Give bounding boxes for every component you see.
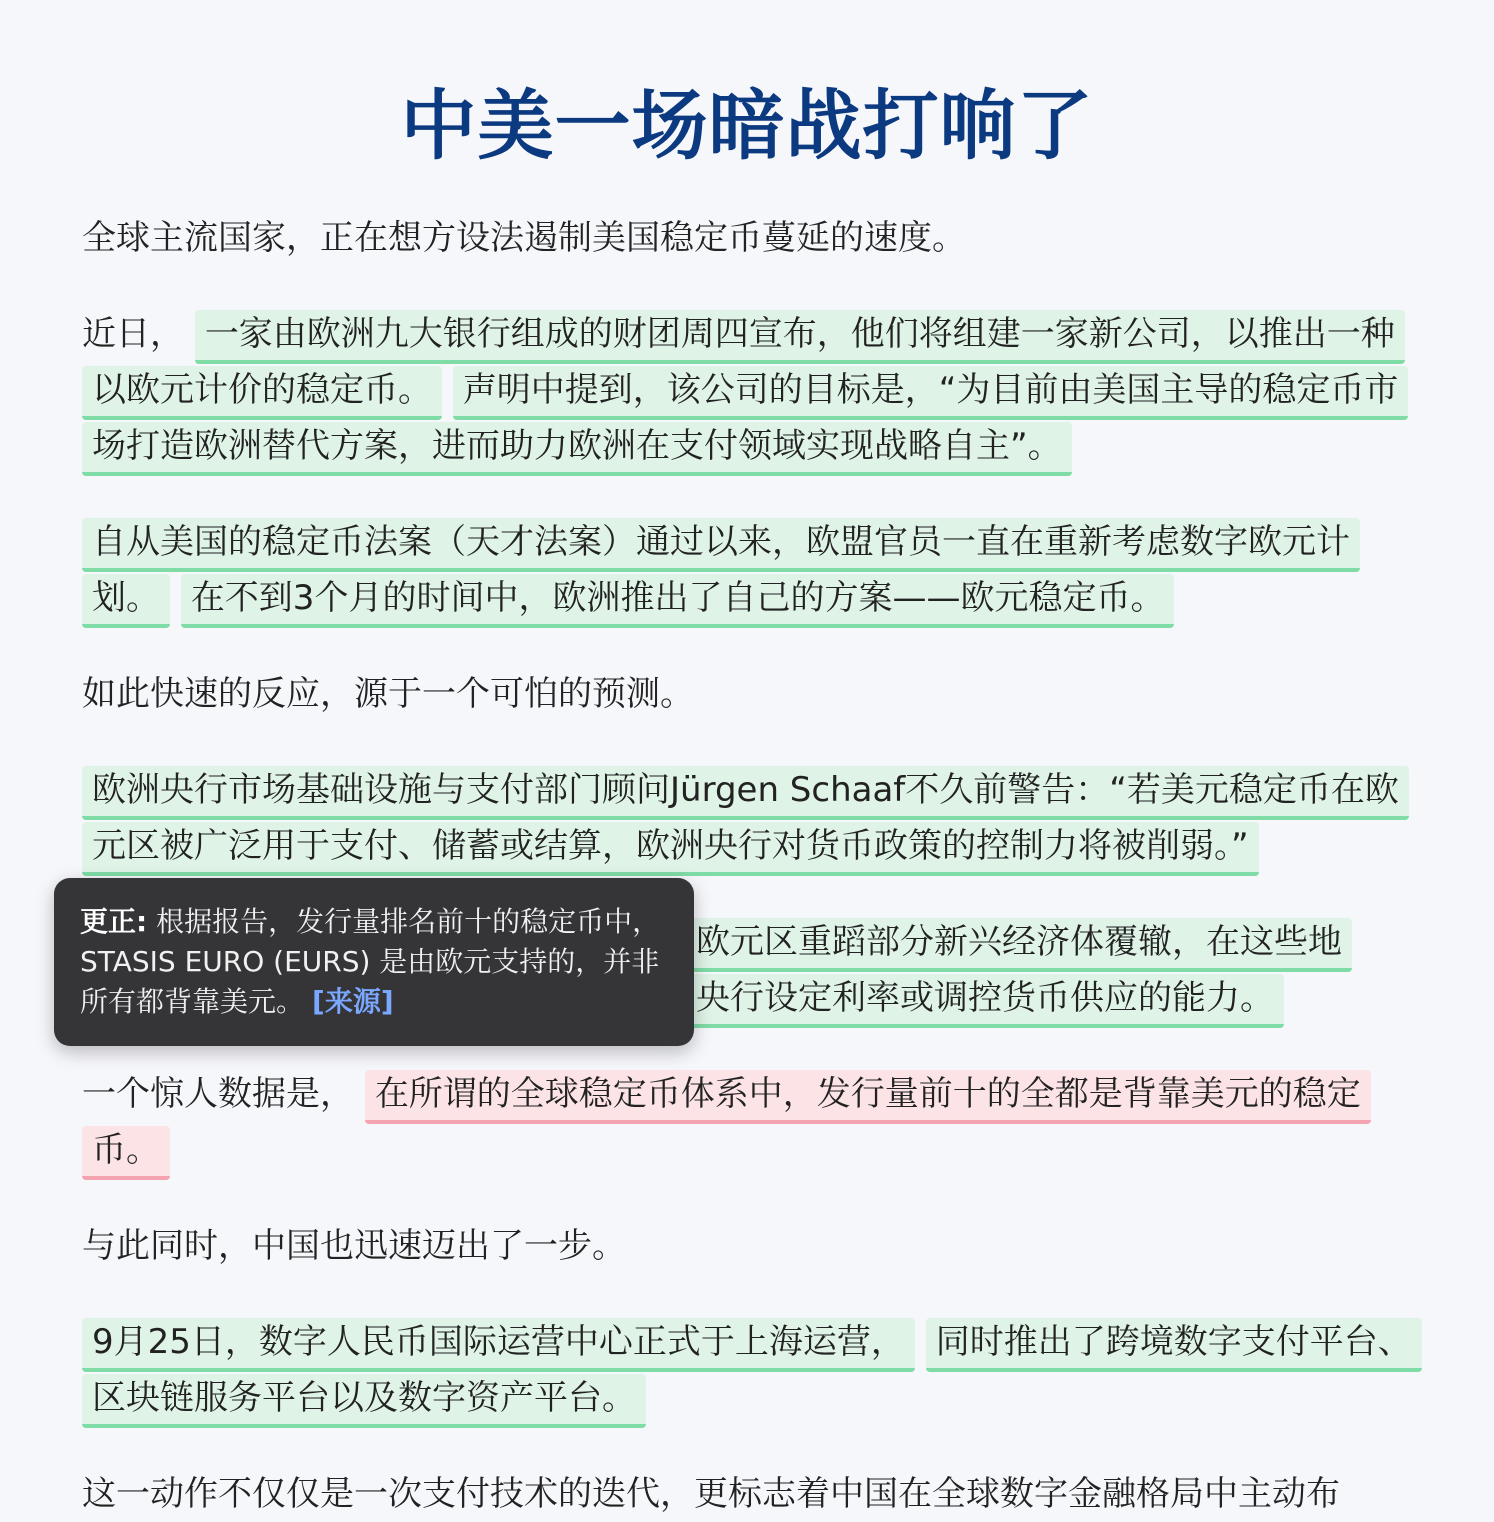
disputed-highlight[interactable]: 在所谓的全球稳定币体系中，发行量前十的全都是背靠美元的稳定币。 (82, 1070, 1371, 1180)
verified-highlight[interactable]: 一家由欧洲九大银行组成的财团周四宣布，他们将组建一家新公司，以推出一种以欧元计价的稳定币。 (82, 310, 1405, 420)
paragraph-2-lead: 近日， (82, 314, 184, 354)
paragraph-1: 全球主流国家，正在想方设法遏制美国稳定币蔓延的速度。 (82, 218, 966, 258)
verified-highlight[interactable]: 9月25日，数字人民币国际运营中心正式于上海运营， (82, 1318, 915, 1372)
verified-highlight[interactable]: 同时推出了跨境数字支付平台、区块链服务平台以及数字资产平台。 (82, 1318, 1422, 1428)
paragraph-8: 与此同时，中国也迅速迈出了一步。 (82, 1226, 626, 1266)
correction-tooltip (54, 878, 694, 1046)
paragraph-7 (82, 1066, 1422, 1178)
verified-highlight[interactable]: 欧元区重蹈部分新兴经济体覆辙，在这些地 (686, 918, 1352, 972)
verified-highlight[interactable]: 在不到3个月的时间中，欧洲推出了自己的方案——欧元稳定币。 (181, 574, 1175, 628)
verified-highlight[interactable]: 央行设定利率或调控货币供应的能力。 (686, 974, 1284, 1028)
paragraph-7-lead: 一个惊人数据是， (82, 1074, 354, 1114)
verified-highlight[interactable]: 声明中提到，该公司的目标是，“为目前由美国主导的稳定币市场打造欧洲替代方案，进而助力欧洲在支付领域实现战略自主”。 (82, 366, 1408, 476)
paragraph-5 (82, 762, 1422, 874)
correction-label: 更正: (80, 905, 148, 938)
source-link[interactable]: [来源] (312, 985, 394, 1018)
article-title: 中美一场暗战打响了 (400, 81, 1094, 170)
paragraph-6 (686, 914, 1386, 1026)
paragraph-4: 如此快速的反应，源于一个可怕的预测。 (82, 674, 694, 714)
paragraph-2 (82, 306, 1422, 474)
paragraph-9 (82, 1314, 1422, 1426)
verified-highlight[interactable]: 自从美国的稳定币法案（天才法案）通过以来，欧盟官员一直在重新考虑数字欧元计划。 (82, 518, 1360, 628)
paragraph-10: 这一动作不仅仅是一次支付技术的迭代，更标志着中国在全球数字金融格局中主动布 (82, 1474, 1340, 1514)
paragraph-3 (82, 514, 1422, 626)
correction-text: 根据报告，发行量排名前十的稳定币中，STASIS EURO (EURS) 是由欧元支持的，并非所有都背靠美元。 (80, 905, 661, 1018)
verified-highlight[interactable]: 欧洲央行市场基础设施与支付部门顾问Jürgen Schaaf不久前警告：“若美元稳定币在欧元区被广泛用于支付、储蓄或结算，欧洲央行对货币政策的控制力将被削弱。” (82, 766, 1409, 876)
